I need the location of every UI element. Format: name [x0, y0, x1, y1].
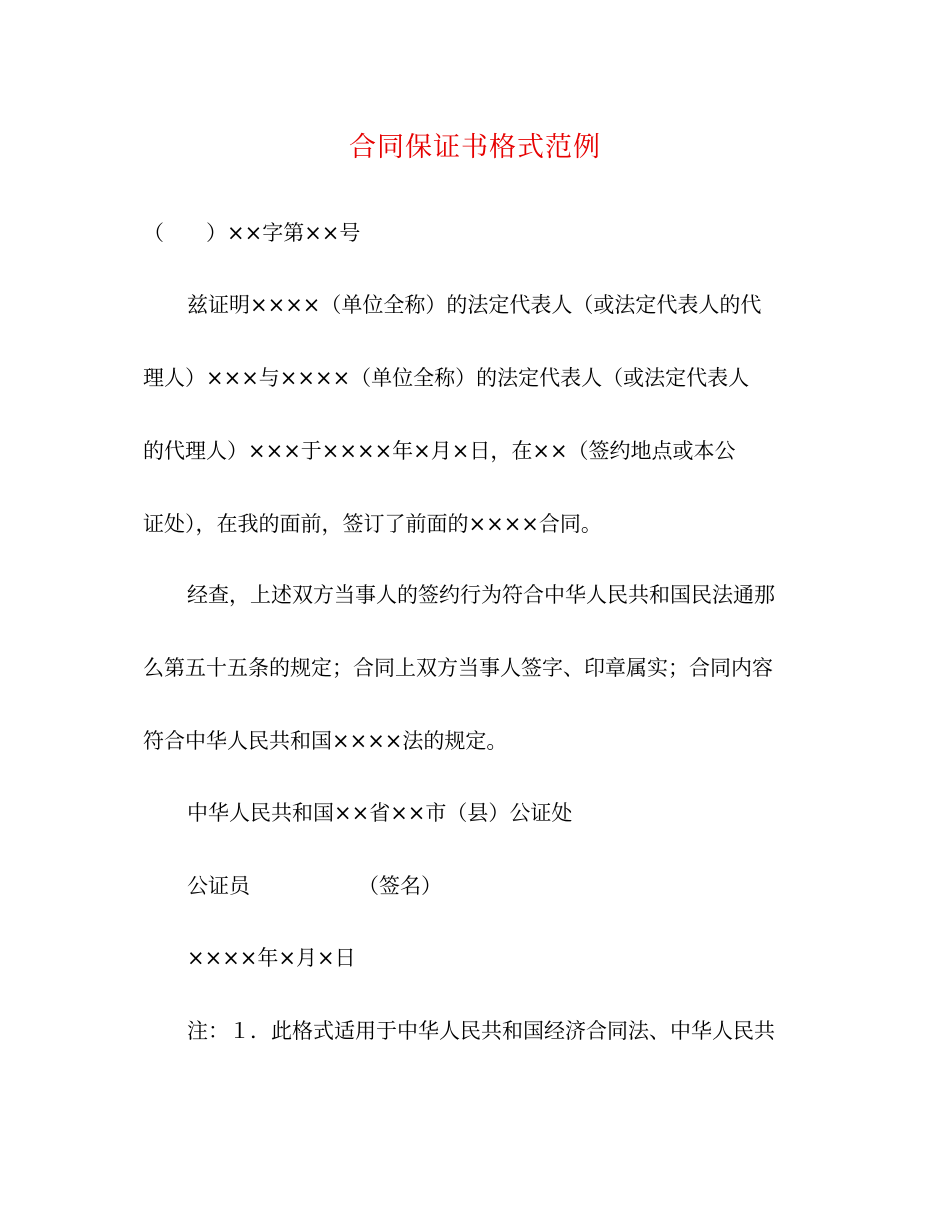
document-date: ××××年×月×日	[187, 946, 356, 970]
paragraph-line: 兹证明××××（单位全称）的法定代表人（或法定代表人的代	[187, 293, 762, 317]
paragraph-line: 理人）×××与××××（单位全称）的法定代表人（或法定代表人	[143, 366, 750, 390]
paragraph-line: 证处），在我的面前，签订了前面的××××合同。	[143, 512, 602, 536]
notary-label: 公证员	[187, 874, 250, 898]
signature-label: （签名）	[358, 874, 442, 898]
paragraph-line: 经查，上述双方当事人的签约行为符合中华人民共和国民法通那	[187, 583, 775, 607]
document-number: （ ）××字第××号	[143, 221, 361, 245]
paragraph-line: 的代理人）×××于××××年×月×日，在××（签约地点或本公	[143, 439, 736, 463]
paragraph-line: 符合中华人民共和国××××法的规定。	[143, 729, 508, 753]
notary-signature-line	[187, 871, 847, 901]
paragraph-line: 么第五十五条的规定；合同上双方当事人签字、印章属实；合同内容	[143, 656, 773, 680]
document-title: 合同保证书格式范例	[349, 132, 601, 163]
notary-office: 中华人民共和国××省××市（县）公证处	[187, 801, 573, 825]
document-note: 注：１．此格式适用于中华人民共和国经济合同法、中华人民共	[187, 1019, 775, 1043]
